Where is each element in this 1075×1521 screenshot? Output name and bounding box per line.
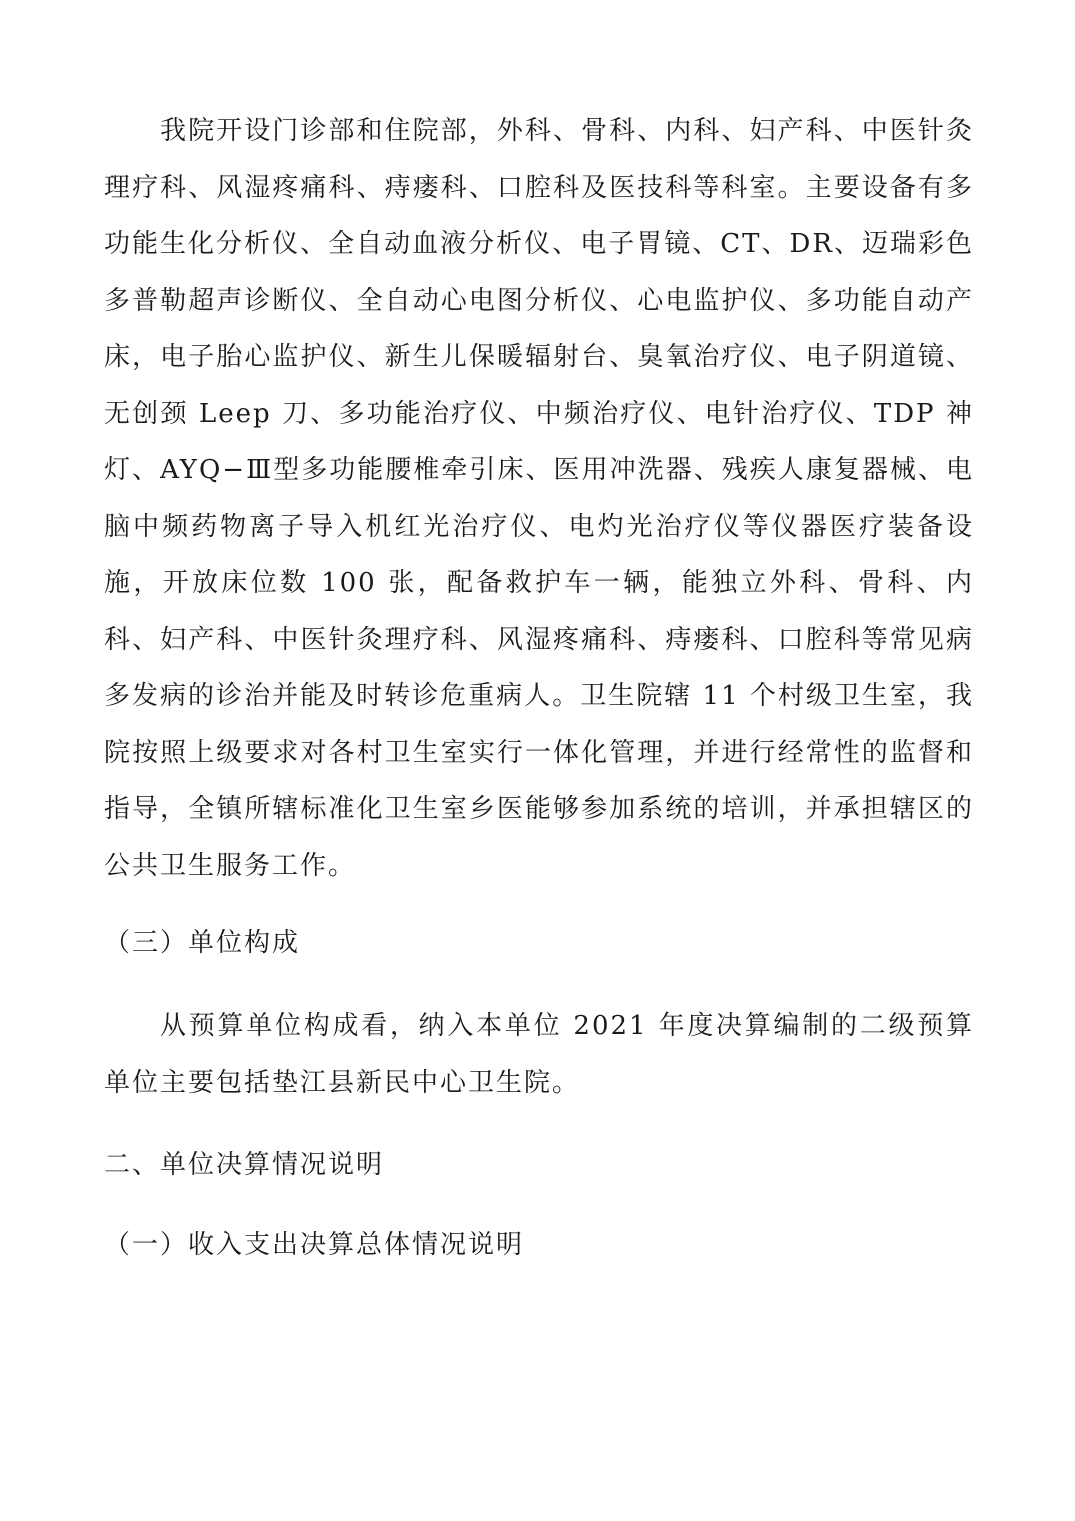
section-heading-unit-composition: （三）单位构成 [104, 928, 301, 958]
section-heading-final-accounts: 二、单位决算情况说明 [104, 1150, 385, 1180]
body-paragraph-hospital-overview: 我院开设门诊部和住院部，外科、骨科、内科、妇产科、中医针灸理疗科、风湿疼痛科、痔瘘科、口腔科及医技科等科室。主要设备有多功能生化分析仪、全自动血液分析仪、电子胃镜、CT、DR、迈瑞彩色多普勒超声诊断仪、全自动心电图分析仪、心电监护仪、多功能自动产床，电子胎心监护仪、新生儿保暖辐射台、臭氧治疗仪、电子阴道镜、无创颈 Leep 刀、多功能治疗仪、中频治疗仪、电针治疗仪、TDP 神灯、AYQ−Ⅲ型多功能腰椎牵引床、医用冲洗器、残疾人康复器械、电脑中频药物离子导入机红光治疗仪、电灼光治疗仪等仪器医疗装备设施，开放床位数 100 张，配备救护车一辆，能独立外科、骨科、内科、妇产科、中医针灸理疗科、风湿疼痛科、痔瘘科、口腔科等常见病多发病的诊治并能及时转诊危重病人。卫生院辖 11 个村级卫生室，我院按照上级要求对各村卫生室实行一体化管理，并进行经常性的监督和指导，全镇所辖标准化卫生室乡医能够参加系统的培训，并承担辖区的公共卫生服务工作。 [104, 116, 974, 881]
body-paragraph-budget-units: 从预算单位构成看，纳入本单位 2021 年度决算编制的二级预算单位主要包括垫江县新民中心卫生院。 [104, 1011, 974, 1098]
section-heading-income-expense-overview: （一）收入支出决算总体情况说明 [104, 1230, 525, 1260]
